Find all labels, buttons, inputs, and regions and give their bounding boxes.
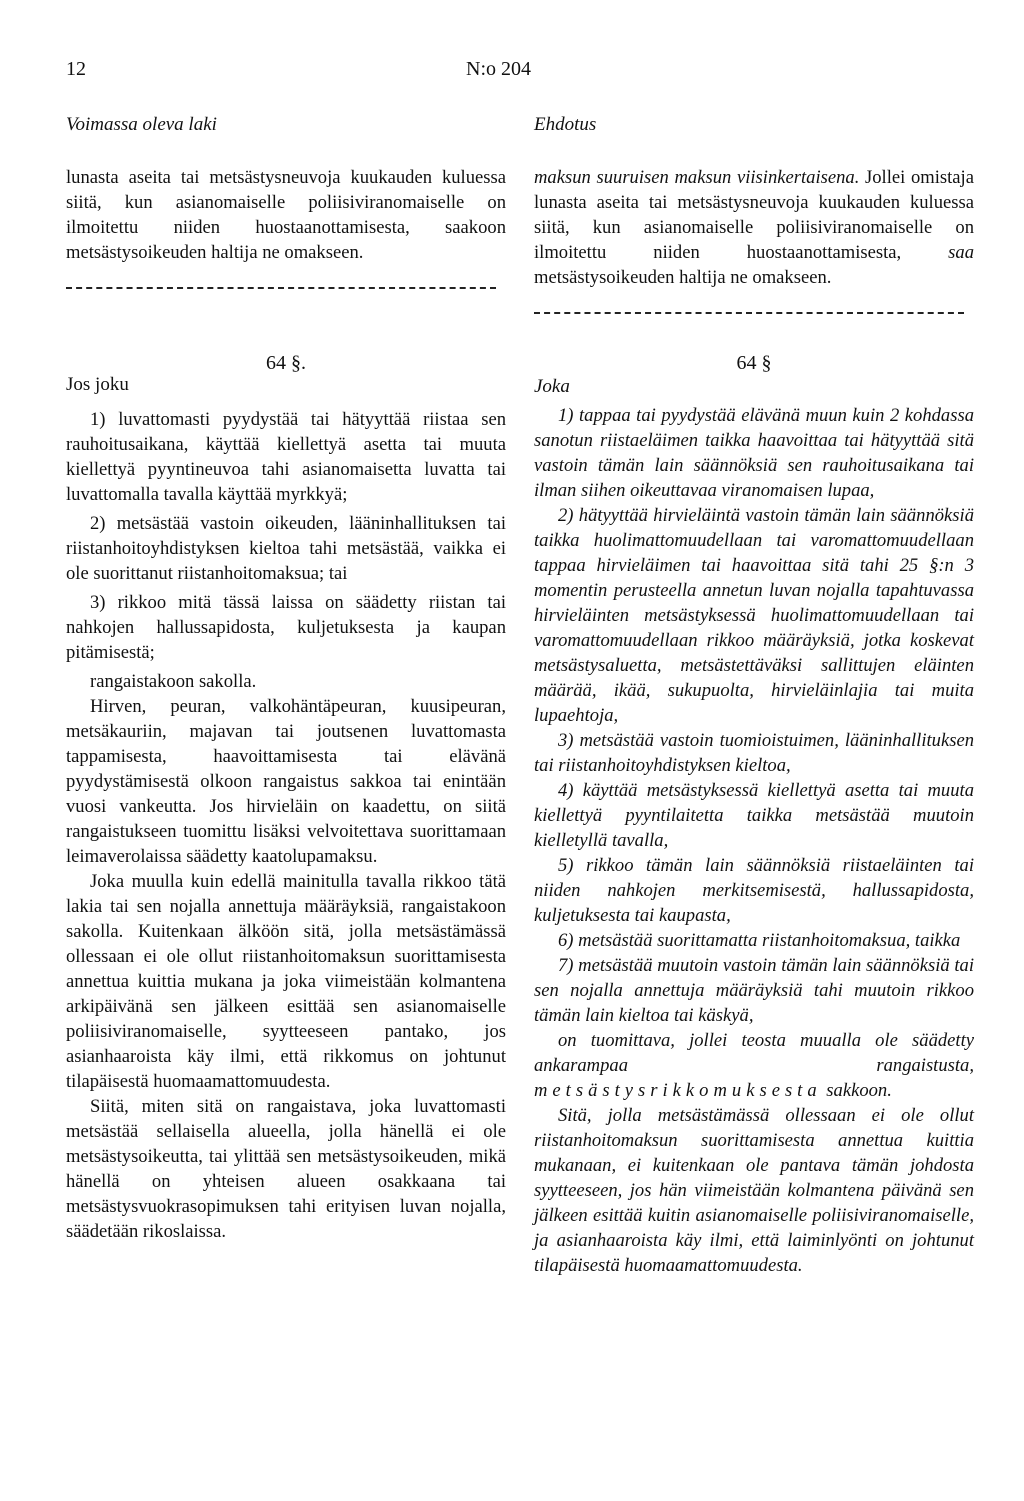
right-item: 6) metsästää suorittamatta riistanhoitomaksua, taikka — [558, 930, 961, 951]
right-penalty-end: sakkoon. — [821, 1080, 892, 1101]
right-item: 3) metsästää vastoin tuomioistuimen, lääninhallituksen tai riistanhoitoyhdistyksen kieltoa, — [534, 730, 974, 776]
right-penalty — [534, 1028, 974, 1103]
left-lead-text: Jos joku — [66, 374, 129, 395]
right-item: 2) hätyyttää hirvieläintä vastoin tämän lain säännöksiä taikka huolimattomuudellaan tai varomattomuudellaan tappaa hirvieläimen tai haavoittaa sitä tahi 25 §:n 3 momentin perusteella annetun luvan nojalla tapahtuvassa hirvieläinten metsästyksessä huolimattomuudellaan tai varomattomuudellaan rikkoo määräyksiä, jotka koskevat metsästysaluetta, metsästettäväksi sallittujen eläinten määrää, ikää, sukupuolta, hirvieläinlajia tai muita lupaehtoja, — [534, 505, 974, 726]
right-penalty-text: on tuomittava, jollei teosta muualla ole säädetty ankarampaa rangaistusta, — [534, 1030, 974, 1076]
right-section-title: 64 § — [736, 352, 772, 374]
right-intro-italic: maksun suuruisen maksun viisinkertaisena. — [534, 167, 860, 188]
left-column — [66, 112, 506, 1244]
left-intro-paragraph: lunasta aseita tai metsästysneuvoja kuukauden kuluessa siitä, kun asianomaiselle poliisiviranomaiselle on ilmoitettu niiden huostaanottamisesta, saakoon metsästysoikeuden haltija ne omakseen. — [66, 167, 506, 263]
right-item: 7) metsästää muutoin vastoin tämän lain säännöksiä tai sen nojalla annettuja määräyksiä tahi muutoin rikkoo tämän lain kieltoa tai käskyä, — [534, 955, 974, 1026]
document-number: N:o 204 — [466, 58, 531, 80]
left-item: 2) metsästää vastoin oikeuden, lääninhallituksen tai riistanhoitoyhdistyksen kieltoa tahi metsästää, vaikka ei ole suorittanut riistanhoitomaksua; tai — [66, 513, 506, 584]
left-penalty: rangaistakoon sakolla. — [90, 671, 257, 692]
left-paragraph: Hirven, peuran, valkohäntäpeuran, kuusipeuran, metsäkauriin, majavan tai joutsenen luvattomasta tappamisesta, haavoittamisesta tai elävänä pyydystämisestä olkoon rangaistus sakkoa tai enintään vuosi vankeutta. Jos hirvieläin on kaadettu, on siitä rangaistukseen tuomittu lisäksi velvoitettava suorittamaan leimaverolaissa säädetty kaatolupamaksu. — [66, 696, 506, 867]
right-closing-paragraph: Sitä, jolla metsästämässä ollessaan ei ole ollut riistanhoitomaksun suorittamisesta annettua kuittia mukanaan, ei kuitenkaan ole pantava tämän johdosta syytteeseen, jos hän viimeistään kolmantena päivänä sen jälkeen esittää kuitin asianomaiselle poliisiviranomaiselle, ja asianhaaroista käy ilmi, että laiminlyönti on johtunut tilapäisestä huomaamattomuudesta. — [534, 1105, 974, 1276]
right-intro-paragraph — [534, 165, 974, 290]
right-item: 5) rikkoo tämän lain säännöksiä riistaeläinten tai niiden nahkojen merkitsemisestä, hallussapidosta, kuljetuksesta tai kaupasta, — [534, 855, 974, 926]
right-lead-text: Joka — [534, 376, 570, 397]
right-penalty-spaced: metsästysrikkomuksesta — [534, 1080, 822, 1101]
right-column — [534, 112, 974, 1278]
right-item: 1) tappaa tai pyydystää elävänä muun kuin 2 kohdassa sanotun riistaeläimen taikka haavoittaa tai hätyyttää sitä vastoin tämän lain säännöksiä sen rauhoitusaikana tai ilman siihen oikeuttavaa viranomaisen lupaa, — [534, 405, 974, 501]
right-item: 4) käyttää metsästyksessä kiellettyä asetta tai muuta kiellettyä pyyntilaitetta taikka metsästää muutoin kielletyllä tavalla, — [534, 780, 974, 851]
left-paragraph: Siitä, miten sitä on rangaistava, joka luvattomasti metsästää sellaisella alueella, jolla hänellä ei ole metsästysoikeutta, tai ylittää sen metsästysoikeuden, mikä hänellä on yhteisen alueen osakkaana tai metsästysvuokrasopimuksen tahi erityisen luvan nojalla, säädetään rikoslaissa. — [66, 1096, 506, 1242]
right-intro-text: Jollei omistaja lunasta aseita tai metsästysneuvoja kuukauden kuluessa siitä, kun asianomaiselle poliisiviranomaiselle on ilmoitettu niiden huostaanottamisesta, — [534, 167, 974, 263]
page-number: 12 — [66, 58, 86, 80]
left-paragraph: Joka muulla kuin edellä mainitulla tavalla rikkoo tätä lakia tai sen nojalla annettuja määräyksiä, rangaistakoon sakolla. Kuitenkaan älköön sitä, jolla metsästämässä ollessaan ei ole ollut riistanhoitomaksun suorittamisesta annettua kuittia mukana ja joka viimeistään kolmantena arkipäivänä sen jälkeen esittää sen asianomaiselle poliisiviranomaiselle, syytteeseen pantako, jos asianhaaroista käy ilmi, että rikkomus on johtunut tilapäisestä huomaamattomuudesta. — [66, 871, 506, 1092]
left-section-title: 64 §. — [266, 352, 306, 374]
right-column-heading: Ehdotus — [534, 114, 597, 135]
left-item: 3) rikkoo mitä tässä laissa on säädetty riistan tai nahkojen hallussapidosta, kuljetuksesta ja kaupan pitämisestä; — [66, 592, 506, 663]
left-item: 1) luvattomasti pyydystää tai hätyyttää riistaa sen rauhoitusaikana, käyttää kiellettyä asetta tai muuta kiellettyä pyyntineuvoa tahi asianomaisetta luvatta tai luvattomalla tavalla käyttää myrkkyä; — [66, 409, 506, 505]
left-column-heading: Voimassa oleva laki — [66, 114, 217, 135]
right-intro-text-end: metsästysoikeuden haltija ne omakseen. — [534, 267, 832, 288]
right-intro-saa: saa — [948, 242, 974, 263]
